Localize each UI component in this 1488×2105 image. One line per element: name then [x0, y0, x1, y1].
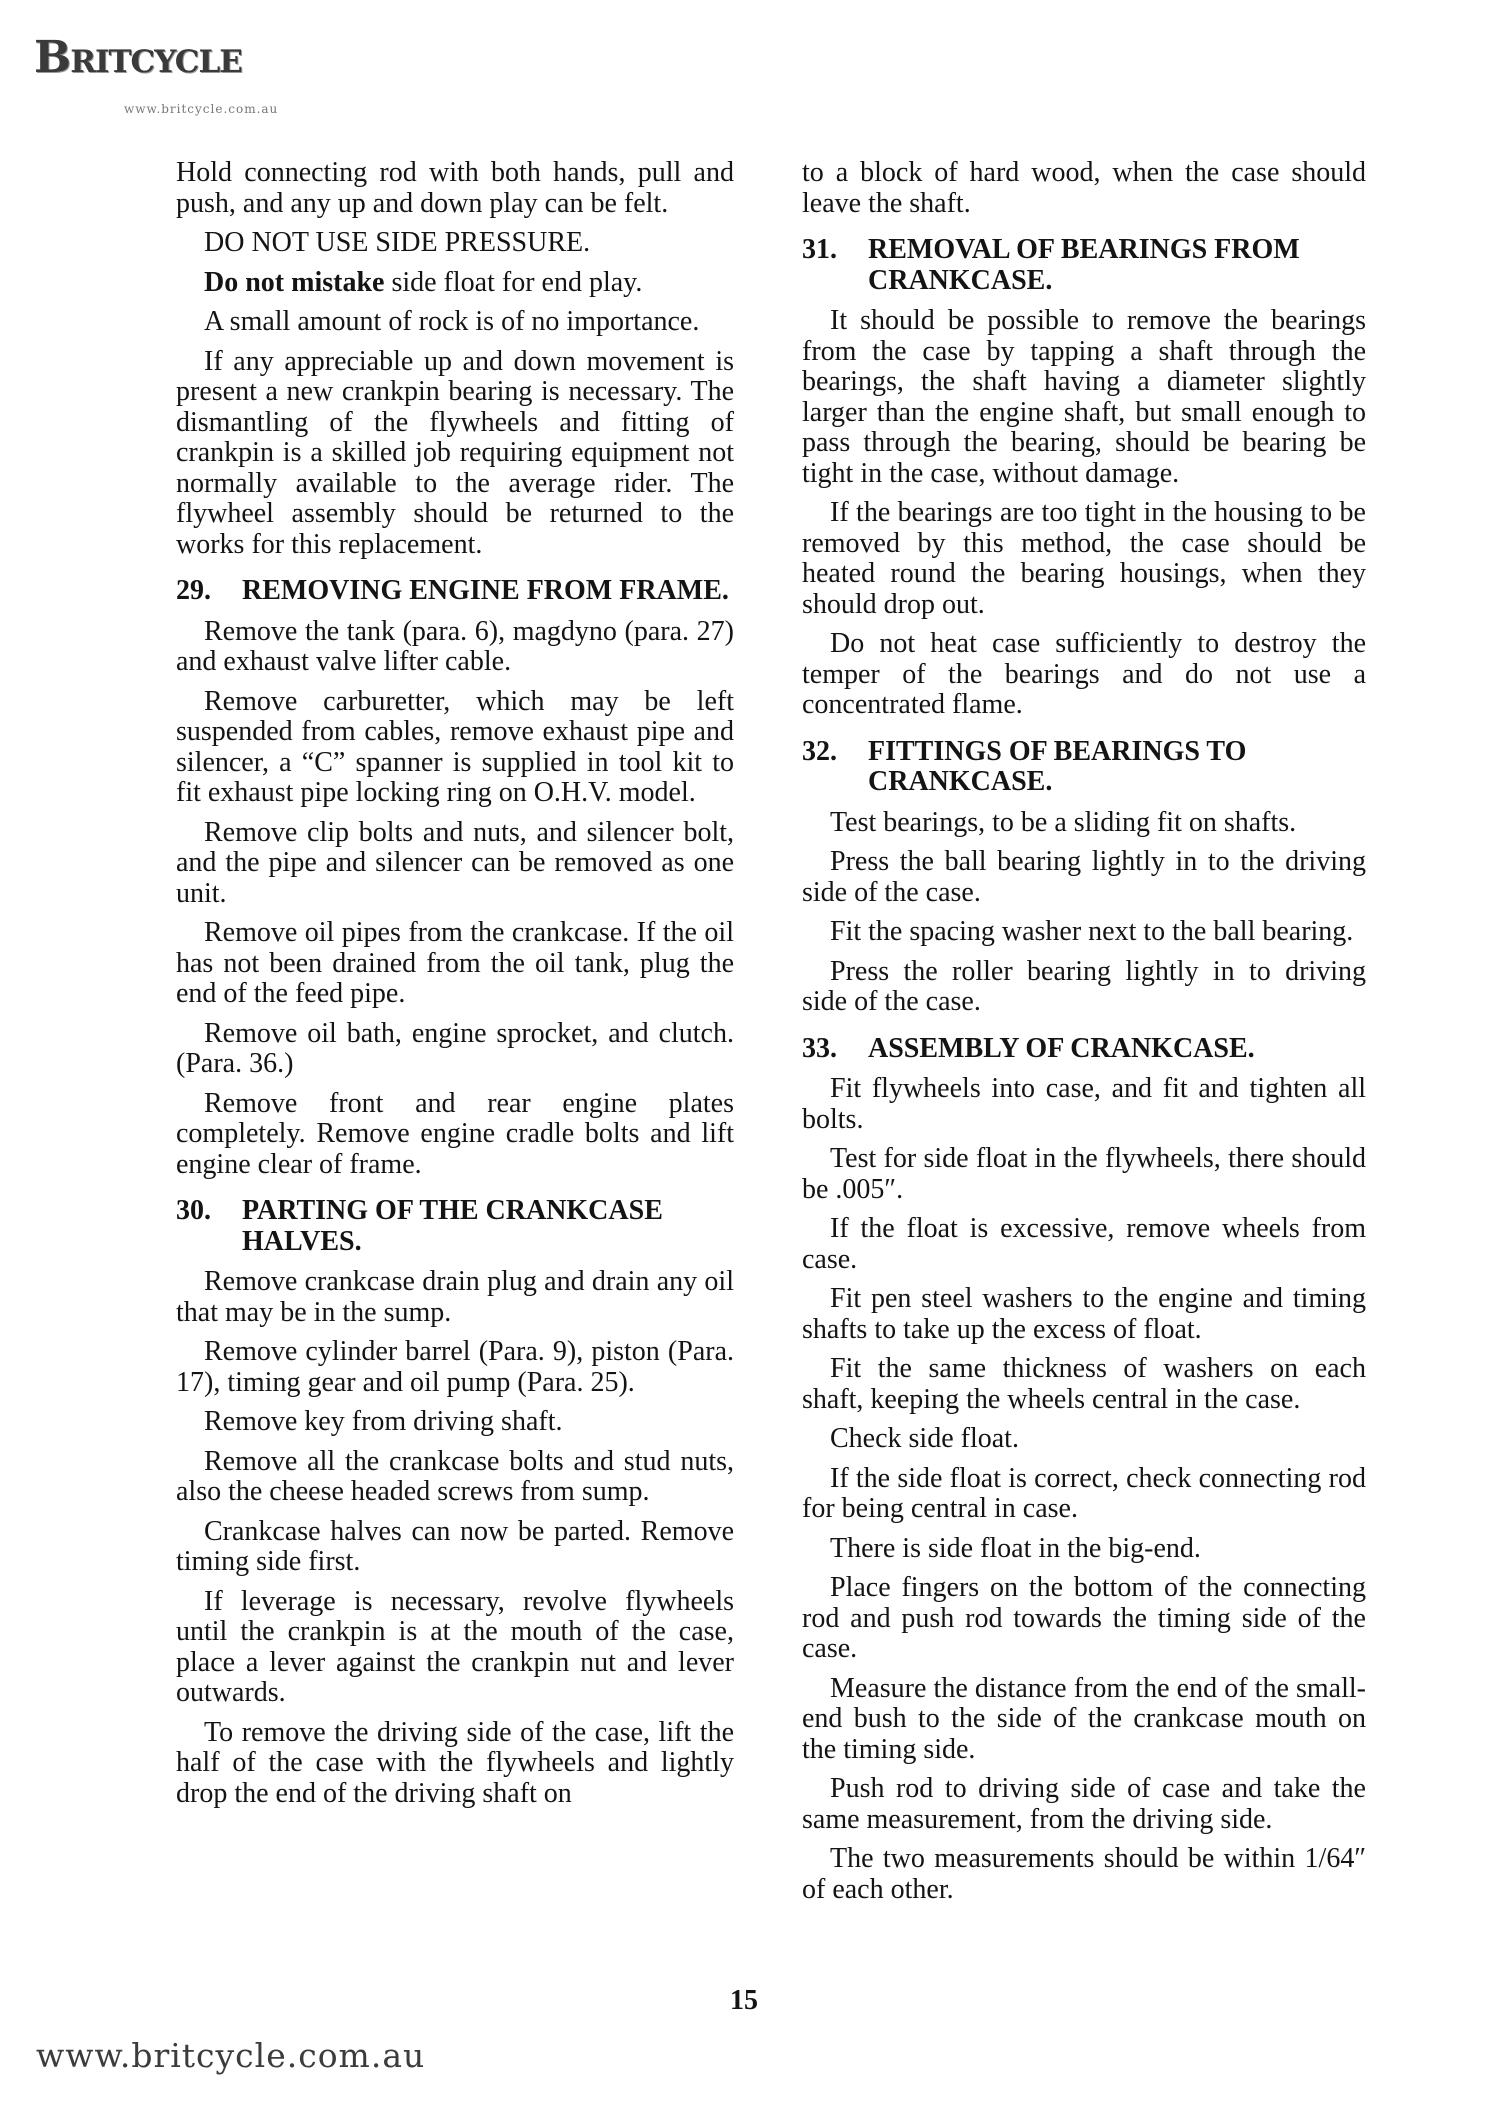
paragraph [176, 268, 734, 299]
logo-subtitle: www.britcycle.com.au [124, 102, 279, 116]
paragraph: Fit pen steel washers to the engine and timing shafts to take up the excess of float. [802, 1283, 1366, 1345]
bold-phrase: Do not mistake [204, 266, 385, 298]
paragraph: Remove key from driving shaft. [204, 1406, 563, 1437]
paragraph: There is side float in the big-end. [830, 1532, 1201, 1564]
paragraph: Remove all the crankcase bolts and stud nuts, also the cheese headed screws from sump. [176, 1445, 734, 1507]
section-title: FITTINGS OF BEARINGS TO CRANKCASE. [868, 735, 1247, 797]
section-title: REMOVAL OF BEARINGS FROM CRANKCASE. [868, 234, 1300, 296]
section-number: 31. [802, 234, 837, 265]
paragraph: Fit the same thickness of washers on each shaft, keeping the wheels central in the case. [802, 1353, 1366, 1415]
section-number: 32. [802, 735, 837, 767]
paragraph: To remove the driving side of the case, lift the half of the case with the flywheels and lightly drop the end of the driving shaft on [176, 1716, 734, 1809]
right-column [802, 158, 1366, 1914]
section-heading-32 [802, 737, 1366, 798]
section-title: PARTING OF THE CRANKCASE HALVES. [242, 1195, 663, 1257]
paragraph: Place fingers on the bottom of the connecting rod and push rod towards the timing side of the case. [802, 1572, 1366, 1664]
paragraph: Remove crankcase drain plug and drain any oil that may be in the sump. [176, 1266, 734, 1328]
paragraph: If the float is excessive, remove wheels from case. [802, 1213, 1366, 1275]
paragraph-text: side float for end play. [384, 266, 643, 298]
paragraph: If leverage is necessary, revolve flywheels until the crankpin is at the mouth of the case, place a lever against the crankpin nut and lever outwards. [176, 1585, 734, 1708]
paragraph: Remove oil bath, engine sprocket, and clutch. (Para. 36.) [176, 1017, 734, 1079]
section-number: 29. [176, 575, 211, 606]
paragraph: Remove clip bolts and nuts, and silencer bolt, and the pipe and silencer can be removed as one unit. [176, 816, 734, 909]
logo-brand: Britcycle [34, 32, 242, 83]
section-heading-31 [802, 235, 1366, 296]
paragraph: The two measurements should be within 1/64″ of each other. [802, 1843, 1366, 1905]
section-number: 33. [802, 1032, 837, 1064]
paragraph: Fit the spacing washer next to the ball bearing. [830, 916, 1354, 947]
section-number: 30. [176, 1195, 211, 1226]
paragraph: Remove oil pipes from the crankcase. If the oil has not been drained from the oil tank, plug the end of the feed pipe. [176, 917, 734, 1009]
paragraph: A small amount of rock is of no importance. [204, 306, 700, 337]
section-heading-29 [176, 576, 734, 607]
paragraph: If any appreciable up and down movement is present a new crankpin bearing is necessary. The dismantling of the flywheels and fitting of crankpin is a skilled job requiring equipment not normally available to the average rider. The flywheel assembly should be returned to the works for this replacement. [176, 345, 734, 560]
britcycle-logo [34, 32, 294, 118]
paragraph: Hold connecting rod with both hands, pull and push, and any up and down play can be felt. [176, 157, 734, 219]
paragraph: Push rod to driving side of case and take the same measurement, from the driving side. [802, 1773, 1366, 1835]
paragraph: Fit flywheels into case, and fit and tighten all bolts. [802, 1073, 1366, 1135]
paragraph: If the bearings are too tight in the housing to be removed by this method, the case should be heated round the bearing housings, when they should drop out. [802, 497, 1366, 620]
section-heading-30 [176, 1196, 734, 1257]
footer-url: www.britcycle.com.au [36, 2036, 426, 2075]
paragraph: Press the roller bearing lightly in to driving side of the case. [802, 955, 1366, 1017]
paragraph: Remove carburetter, which may be left suspended from cables, remove exhaust pipe and silencer, a “C” spanner is supplied in tool kit to fit exhaust pipe locking ring on O.H.V. model. [176, 685, 734, 808]
section-heading-33 [802, 1034, 1366, 1065]
paragraph: Test for side float in the flywheels, there should be .005″. [802, 1143, 1366, 1205]
paragraph: Do not heat case sufficiently to destroy the temper of the bearings and do not use a concentrated flame. [802, 628, 1366, 720]
paragraph: If the side float is correct, check connecting rod for being central in case. [802, 1462, 1366, 1524]
paragraph: Check side float. [830, 1423, 1019, 1454]
page-number: 15 [730, 1985, 758, 2016]
paragraph: Press the ball bearing lightly in to the driving side of the case. [802, 846, 1366, 908]
paragraph: Remove front and rear engine plates completely. Remove engine cradle bolts and lift engine clear of frame. [176, 1087, 734, 1180]
paragraph: to a block of hard wood, when the case should leave the shaft. [802, 157, 1366, 219]
paragraph: Crankcase halves can now be parted. Remove timing side first. [176, 1515, 734, 1577]
paragraph: Remove cylinder barrel (Para. 9), piston (Para. 17), timing gear and oil pump (Para. 25). [176, 1336, 734, 1398]
left-column [176, 158, 734, 1818]
section-title: ASSEMBLY OF CRANKCASE. [868, 1032, 1255, 1064]
section-title: REMOVING ENGINE FROM FRAME. [242, 575, 729, 606]
paragraph: Measure the distance from the end of the small-end bush to the side of the crankcase mouth on the timing side. [802, 1672, 1366, 1765]
paragraph: It should be possible to remove the bearings from the case by tapping a shaft through the bearings, the shaft having a diameter slightly larger than the engine shaft, but small enough to pass through the bearing, should be bearing be tight in the case, without damage. [802, 305, 1366, 489]
paragraph: Test bearings, to be a sliding fit on shafts. [830, 806, 1297, 838]
paragraph: DO NOT USE SIDE PRESSURE. [204, 227, 591, 258]
paragraph: Remove the tank (para. 6), magdyno (para. 27) and exhaust valve lifter cable. [176, 615, 734, 677]
